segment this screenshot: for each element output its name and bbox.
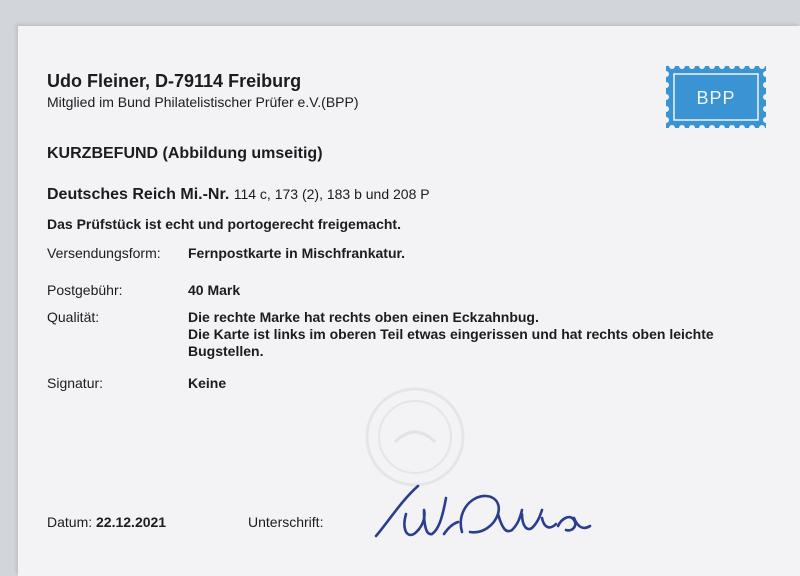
signatur-value: Keine [188, 375, 227, 391]
bpp-stamp-logo [666, 66, 766, 128]
qualitaet-line-2: Die Karte ist links im oberen Teil etwas eingerissen und hat rechts oben leichte Bugstellen. [188, 326, 714, 359]
postgebuehr-label: Postgebühr: [47, 282, 123, 298]
unterschrift-label: Unterschrift: [248, 514, 324, 530]
qualitaet-label: Qualität: [47, 309, 100, 325]
report-title: KURZBEFUND (Abbildung umseitig) [47, 145, 323, 162]
versendungsform-label: Versendungsform: [47, 245, 161, 261]
signatur-label: Signatur: [47, 375, 104, 391]
examiner-name: Udo Fleiner, D-79114 Freiburg [47, 71, 302, 91]
handwritten-signature [366, 474, 606, 554]
datum-label: Datum: [47, 514, 97, 530]
verdict: Das Prüfstück ist echt und portogerecht freigemacht. [47, 216, 401, 232]
bpp-logo-text: BPP [696, 88, 736, 108]
qualitaet-value [188, 309, 748, 360]
datum-field [47, 514, 166, 530]
examined-object [47, 186, 430, 204]
postgebuehr-value: 40 Mark [188, 282, 241, 298]
qualitaet-line-1: Die rechte Marke hat rechts oben einen Eckzahnbug. [188, 309, 539, 325]
object-prefix: Deutsches Reich Mi.-Nr. [47, 186, 234, 203]
versendungsform-value: Fernpostkarte in Mischfrankatur. [188, 245, 406, 261]
examiner-membership: Mitglied im Bund Philatelistischer Prüfer e.V.(BPP) [47, 94, 359, 110]
datum-value: 22.12.2021 [96, 514, 167, 530]
object-catalogue-numbers: 114 c, 173 (2), 183 b und 208 P [233, 186, 430, 202]
